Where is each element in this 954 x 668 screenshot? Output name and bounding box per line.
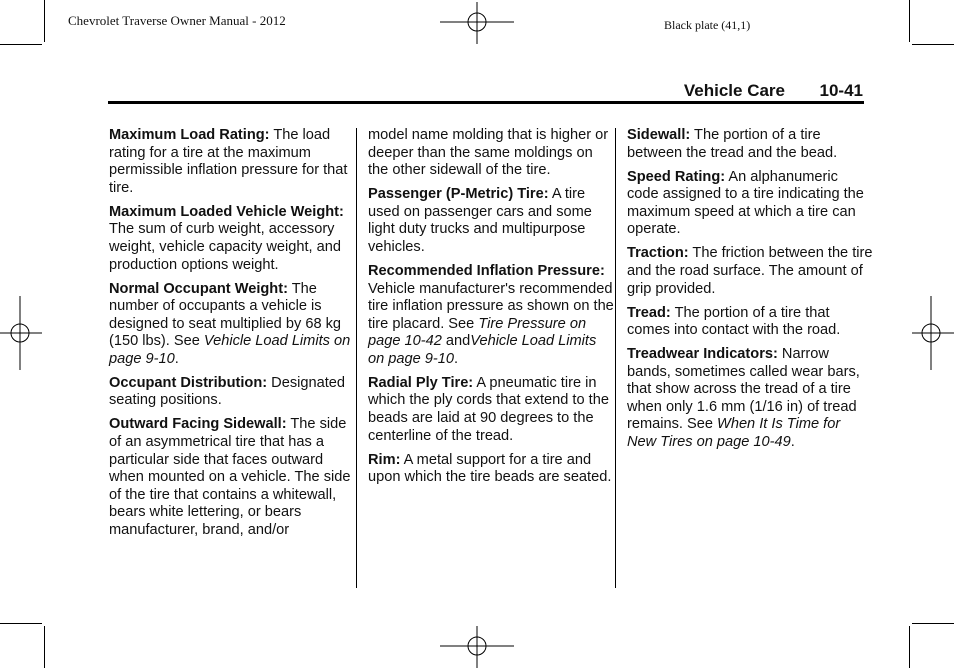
cross-reference-link[interactable]: Vehicle Load Limits on page 9-10: [109, 333, 351, 367]
definition-text: A tire used on passenger cars and some light duty trucks and multipurpose vehicles.: [368, 186, 592, 255]
definition-maximum-load-rating: [109, 127, 355, 197]
definition-text: An alphanumeric code assigned to a tire indicating the maximum speed at which a tire can operate.: [627, 168, 864, 238]
registration-mark-left-icon: [0, 296, 42, 370]
definition-tread: [627, 305, 873, 340]
definition-text: The friction between the tire and the road surface. The amount of grip provided.: [627, 245, 873, 297]
definition-text: Narrow bands, sometimes called wear bars, that show across the tread of a tire when only 1.6 mm (1/16 in) of tread remains. See: [627, 346, 860, 433]
definition-rim: [368, 452, 614, 487]
registration-mark-right-icon: [912, 296, 954, 370]
definition-tail: .: [454, 350, 459, 367]
definition-text: The load rating for a tire at the maximum permissible inflation pressure for that tire.: [109, 127, 348, 196]
term: Passenger (P-Metric) Tire:: [368, 186, 549, 203]
term: Occupant Distribution:: [109, 374, 268, 391]
column-divider-2: [615, 128, 616, 588]
term: Recommended Inflation Pressure:: [368, 262, 605, 279]
definition-treadwear-indicators: [627, 346, 873, 452]
crop-mark-bottom-left-h: [0, 623, 42, 624]
definition-sidewall: [627, 127, 873, 162]
column-3: [627, 127, 873, 458]
crop-mark-top-left-h: [0, 44, 42, 45]
section-title: Vehicle Care: [683, 81, 785, 100]
definition-tail: .: [174, 350, 179, 367]
definition-text: model name molding that is higher or deeper than the same moldings on the other sidewall of the tire.: [368, 127, 609, 179]
crop-mark-bottom-left-v: [44, 626, 45, 668]
term: Radial Ply Tire:: [368, 374, 474, 391]
definition-passenger-tire: [368, 186, 614, 256]
definition-continuation: [368, 127, 614, 180]
definition-text: The number of occupants a vehicle is designed to seat multiplied by 68 kg (150 lbs). See: [109, 280, 342, 350]
term: Sidewall:: [627, 127, 691, 143]
crop-mark-bottom-right-h: [912, 623, 954, 624]
term: Maximum Load Rating:: [109, 127, 270, 143]
definition-normal-occupant-weight: [109, 281, 355, 369]
definition-text: Designated seating positions.: [109, 374, 345, 409]
cross-reference-link[interactable]: When It Is Time for New Tires on page 10-49: [627, 416, 841, 451]
crop-mark-top-left-v: [44, 0, 45, 42]
header-rule: [108, 101, 864, 104]
term: Normal Occupant Weight:: [109, 280, 288, 297]
crop-mark-bottom-right-v: [909, 626, 910, 668]
definition-text: The portion of a tire that comes into contact with the road.: [627, 304, 841, 339]
definition-maximum-loaded-vehicle-weight: [109, 204, 355, 274]
column-2: [368, 127, 614, 493]
definition-occupant-distribution: [109, 375, 355, 410]
term: Treadwear Indicators:: [627, 346, 778, 363]
cross-reference-link[interactable]: Vehicle Load Limits on page 9-10: [368, 333, 597, 367]
definition-text: A metal support for a tire and upon which the tire beads are seated.: [368, 451, 612, 486]
definition-text: The portion of a tire between the tread and the bead.: [627, 127, 838, 161]
term: Tread:: [627, 304, 671, 321]
cross-reference-link[interactable]: Tire Pressure on page 10-42: [368, 315, 587, 350]
definition-text: The side of an asymmetrical tire that has a particular side that faces outward when mounted on a vehicle. The side of the tire that contains a whitewall, bears white lettering, or bears manufacturer, brand, and/or: [109, 416, 351, 539]
registration-mark-bottom-icon: [440, 626, 514, 668]
plate-label: Black plate (41,1): [664, 18, 751, 32]
term: Traction:: [627, 245, 689, 262]
definition-recommended-inflation-pressure: [368, 263, 614, 369]
definition-text: A pneumatic tire in which the ply cords that extend to the beads are laid at 90 degrees to the centerline of the tread.: [368, 374, 609, 444]
definition-mid: and: [441, 333, 471, 350]
term: Maximum Loaded Vehicle Weight:: [109, 203, 344, 220]
definition-traction: [627, 245, 873, 298]
crop-mark-top-right-v: [909, 0, 910, 42]
definition-speed-rating: [627, 169, 873, 239]
term: Rim:: [368, 451, 401, 468]
definition-tail: .: [790, 434, 795, 451]
column-divider-1: [356, 128, 357, 588]
definition-text: The sum of curb weight, accessory weight, vehicle capacity weight, and production options weight.: [109, 221, 342, 273]
definition-radial-ply-tire: [368, 375, 614, 445]
document-title: Chevrolet Traverse Owner Manual - 2012: [68, 13, 286, 28]
column-1: [109, 127, 355, 546]
crop-mark-top-right-h: [912, 44, 954, 45]
term: Outward Facing Sidewall:: [109, 416, 287, 433]
page-header: [108, 81, 863, 103]
page-number: 10-41: [819, 81, 863, 100]
term: Speed Rating:: [627, 168, 726, 185]
definition-text: Vehicle manufacturer's recommended tire inflation pressure as shown on the tire placard. See: [368, 280, 614, 332]
registration-mark-top-icon: [440, 2, 514, 44]
definition-outward-facing-sidewall: [109, 416, 355, 539]
